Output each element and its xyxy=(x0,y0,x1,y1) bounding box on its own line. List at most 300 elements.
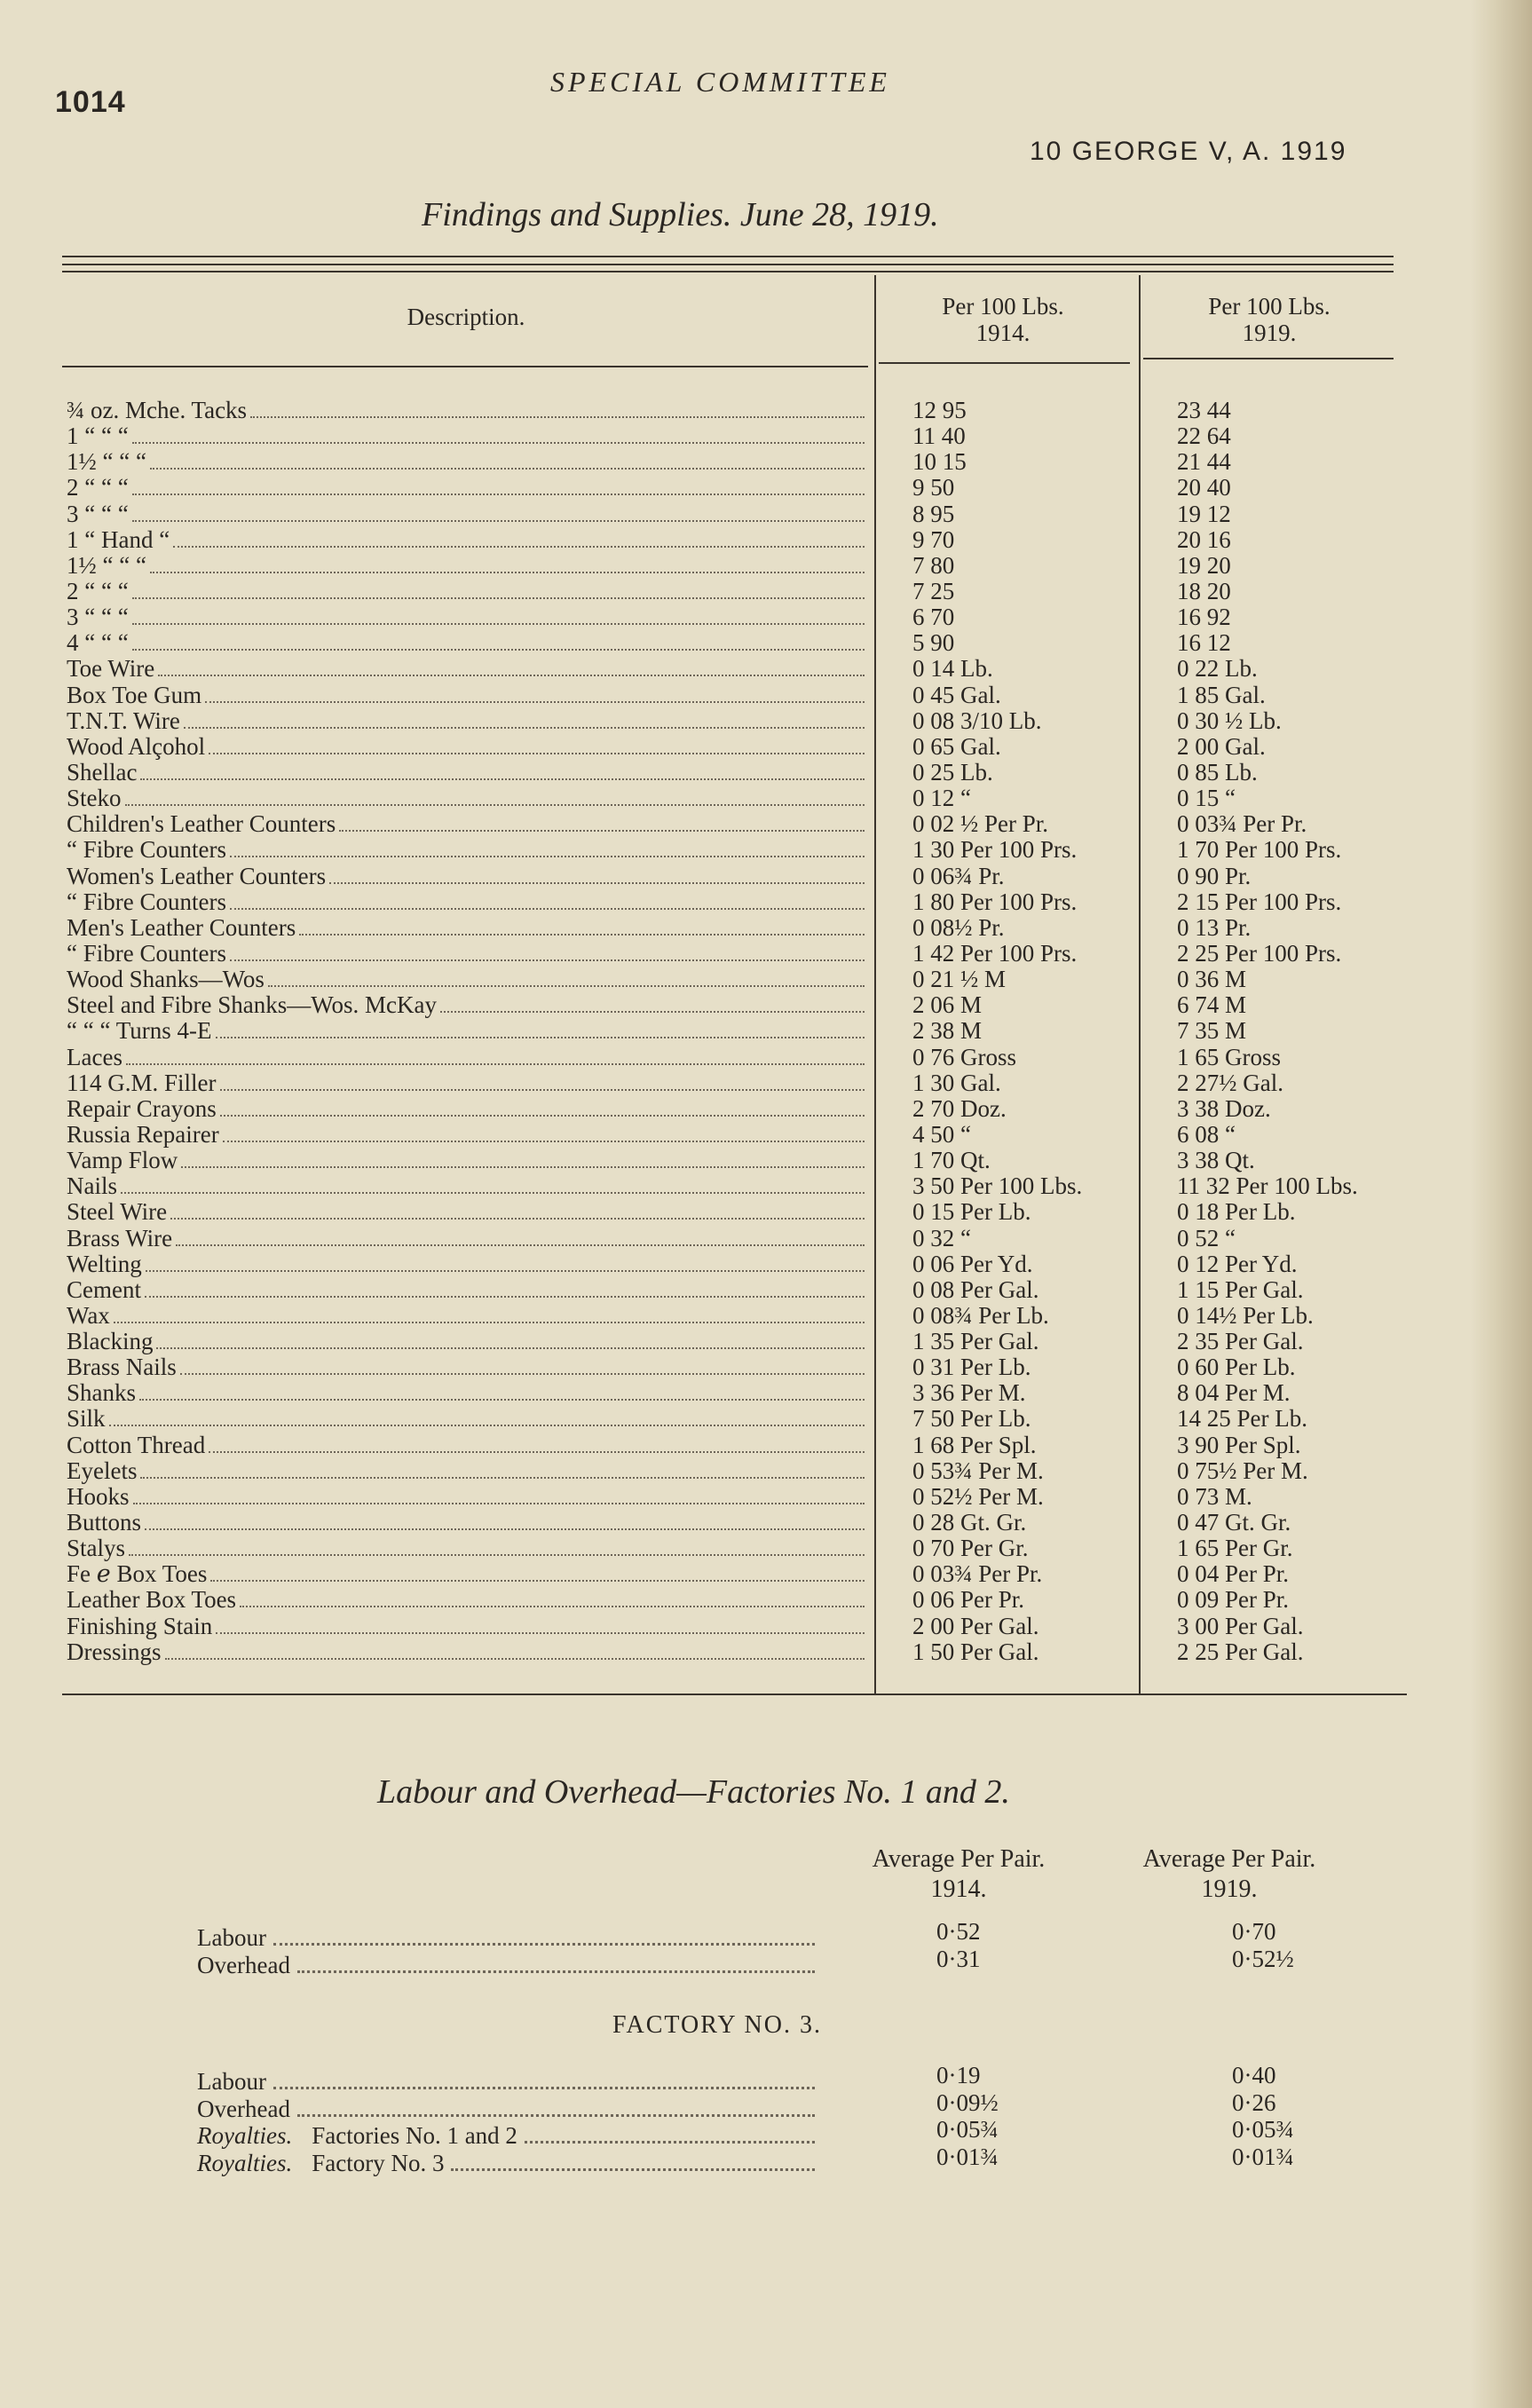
price-1914-cell: 0 08¾ Per Lb. xyxy=(912,1302,1049,1329)
leader-dots xyxy=(156,1346,865,1349)
table-row-description xyxy=(67,708,870,734)
price-1919-cell: 0 47 Gt. Gr. xyxy=(1177,1510,1291,1536)
labour-row-label: Labour xyxy=(197,1924,266,1951)
price-1919-cell: 2 35 Per Gal. xyxy=(1177,1329,1304,1355)
labour-row-label: Royalties. xyxy=(197,2149,293,2176)
price-1919-cell: 20 16 xyxy=(1177,526,1231,553)
labour-value-1914: 0·01¾ xyxy=(936,2143,999,2170)
description-text: Steko xyxy=(67,786,122,812)
price-1919-cell: 2 00 Gal. xyxy=(1177,733,1266,760)
leader-dots xyxy=(339,829,865,832)
description-text: T.N.T. Wire xyxy=(67,707,180,734)
price-1914-cell: 1 68 Per Spl. xyxy=(912,1432,1037,1458)
price-1914-cell: 3 36 Per M. xyxy=(912,1380,1026,1407)
description-text: Wax xyxy=(67,1302,110,1329)
description-text: Stalys xyxy=(67,1536,126,1562)
price-1914-cell: 0 28 Gt. Gr. xyxy=(912,1510,1027,1536)
table-row-description xyxy=(67,864,870,889)
price-1914-cell: 0 31 Per Lb. xyxy=(912,1354,1031,1381)
leader-dots xyxy=(525,2140,815,2144)
description-text: Wood Alçohol xyxy=(67,733,206,760)
table-row-description xyxy=(67,967,870,992)
column-header-description: Description. xyxy=(407,304,525,330)
table-row-description xyxy=(67,1536,870,1561)
table-row-description xyxy=(67,1614,870,1639)
price-1914-cell: 6 70 xyxy=(912,604,955,631)
price-1914-cell: 2 00 Per Gal. xyxy=(912,1613,1039,1639)
leader-dots xyxy=(250,415,865,418)
table-row-description xyxy=(67,1406,870,1432)
price-1914-cell: 9 50 xyxy=(912,475,955,501)
price-1919-cell: 0 73 M. xyxy=(1177,1483,1252,1510)
table-row-description xyxy=(67,1587,870,1613)
price-1919-cell: 0 36 M xyxy=(1177,967,1247,993)
price-1914-cell: 0 08½ Pr. xyxy=(912,914,1005,941)
leader-dots xyxy=(268,984,865,987)
description-text: Cement xyxy=(67,1276,141,1303)
table-row-description xyxy=(67,683,870,708)
leader-dots xyxy=(121,1191,865,1194)
leader-dots xyxy=(216,1036,865,1038)
table-row-description xyxy=(67,398,870,423)
leader-dots xyxy=(230,907,865,910)
table-row-description xyxy=(67,1561,870,1587)
description-text: 1½ “ “ “ xyxy=(67,449,146,476)
price-1914-cell: 0 06 Per Yd. xyxy=(912,1251,1033,1277)
labour-value-1919: 0·05¾ xyxy=(1232,2116,1294,2143)
price-1919-cell: 1 85 Gal. xyxy=(1177,682,1266,708)
description-text: Steel and Fibre Shanks—Wos. McKay xyxy=(67,992,438,1019)
price-1919-cell: 7 35 M xyxy=(1177,1018,1247,1045)
price-1914-cell: 7 25 xyxy=(912,578,955,604)
leader-dots xyxy=(216,1631,865,1634)
price-1914-cell: 1 50 Per Gal. xyxy=(912,1638,1039,1665)
description-text: 3 “ “ “ xyxy=(67,604,129,631)
table-row-description xyxy=(67,1226,870,1251)
labour-row-label: Overhead xyxy=(197,2095,290,2122)
table-row-description xyxy=(67,1329,870,1354)
price-1914-cell: 12 95 xyxy=(912,398,967,423)
leader-dots xyxy=(114,1321,865,1323)
price-1919-cell: 3 38 Doz. xyxy=(1177,1095,1271,1122)
table-top-rule-3 xyxy=(62,271,1394,272)
page-edge-shadow xyxy=(1470,0,1532,2408)
price-1919-cell: 1 65 Per Gr. xyxy=(1177,1536,1293,1562)
price-1914-cell: 1 30 Per 100 Prs. xyxy=(912,837,1078,864)
table-row-description xyxy=(67,889,870,915)
price-1914-cell: 0 06 Per Pr. xyxy=(912,1587,1025,1614)
price-1914-cell: 7 80 xyxy=(912,552,955,579)
labour-row xyxy=(197,2122,818,2151)
price-1919-cell: 16 92 xyxy=(1177,604,1231,631)
description-text: Cotton Thread xyxy=(67,1432,206,1458)
price-1919-cell: 0 60 Per Lb. xyxy=(1177,1354,1296,1381)
table-row-description xyxy=(67,1277,870,1303)
leader-dots xyxy=(132,493,865,495)
header-rule xyxy=(1143,358,1394,359)
price-1919-cell: 0 52 “ xyxy=(1177,1225,1236,1251)
table-row-description xyxy=(67,1070,870,1096)
description-text: 2 “ “ “ xyxy=(67,475,129,501)
leader-dots xyxy=(329,881,865,884)
table-row-description xyxy=(67,1148,870,1173)
table-row-description xyxy=(67,760,870,786)
table-row-description xyxy=(67,1458,870,1484)
table-row-description xyxy=(67,656,870,682)
description-text: Box Toe Gum xyxy=(67,682,202,708)
description-text: Nails xyxy=(67,1173,117,1200)
price-1919-cell: 8 04 Per M. xyxy=(1177,1380,1291,1407)
leader-dots xyxy=(297,1970,815,1973)
price-1919-cell: 0 09 Per Pr. xyxy=(1177,1587,1290,1614)
leader-dots xyxy=(220,1114,865,1117)
table-row-description xyxy=(67,811,870,837)
description-text: Wood Shanks—Wos xyxy=(67,967,265,993)
leader-dots xyxy=(451,2167,815,2171)
labour-value-1919: 0·52½ xyxy=(1232,1946,1294,1972)
leader-dots xyxy=(230,959,865,961)
description-text: Welting xyxy=(67,1251,142,1277)
leader-dots xyxy=(132,622,865,625)
leader-dots xyxy=(210,1579,865,1582)
price-1914-cell: 0 08 Per Gal. xyxy=(912,1276,1039,1303)
table-row-description xyxy=(67,734,870,760)
description-text: Leather Box Toes xyxy=(67,1587,237,1614)
leader-dots xyxy=(132,596,865,599)
price-1914-cell: 3 50 Per 100 Lbs. xyxy=(912,1173,1083,1200)
description-text: Buttons xyxy=(67,1510,142,1536)
description-text: Toe Wire xyxy=(67,656,155,683)
description-text: Russia Repairer xyxy=(67,1121,219,1148)
price-1914-cell: 0 21 ½ M xyxy=(912,967,1007,993)
table-row-description xyxy=(67,1018,870,1044)
description-text: “ Fibre Counters xyxy=(67,837,226,864)
price-1919-cell: 1 15 Per Gal. xyxy=(1177,1276,1304,1303)
labour-value-1919: 0·01¾ xyxy=(1232,2143,1294,2170)
price-1914-cell: 0 08 3/10 Lb. xyxy=(912,707,1042,734)
price-1919-cell: 0 18 Per Lb. xyxy=(1177,1199,1296,1226)
price-1919-cell: 19 20 xyxy=(1177,552,1231,579)
price-1914-cell: 0 25 Lb. xyxy=(912,759,993,786)
description-text: 2 “ “ “ xyxy=(67,578,129,604)
price-1914-cell: 0 70 Per Gr. xyxy=(912,1536,1029,1562)
price-1919-cell: 0 13 Pr. xyxy=(1177,914,1252,941)
price-1914-cell: 2 38 M xyxy=(912,1018,983,1045)
table-row-description xyxy=(67,1639,870,1665)
table-row-description xyxy=(67,553,870,579)
price-1914-column xyxy=(912,398,1152,1665)
leader-dots xyxy=(170,1217,865,1220)
price-1914-cell: 0 52½ Per M. xyxy=(912,1483,1044,1510)
leader-dots xyxy=(146,1269,865,1272)
price-1919-cell: 6 08 “ xyxy=(1177,1121,1236,1148)
leader-dots xyxy=(145,1528,865,1530)
table-row-description xyxy=(67,1199,870,1225)
labour-value-1914: 0·09½ xyxy=(936,2088,999,2116)
description-text: ¾ oz. Mche. Tacks xyxy=(67,398,248,423)
leader-dots xyxy=(109,1424,865,1426)
labour-row-label: Labour xyxy=(197,2068,266,2095)
leader-dots xyxy=(297,2113,815,2117)
price-1919-cell: 2 15 Per 100 Prs. xyxy=(1177,888,1342,915)
table-row-description xyxy=(67,1380,870,1406)
price-1919-cell: 0 14½ Per Lb. xyxy=(1177,1302,1314,1329)
table-row-description xyxy=(67,1484,870,1510)
labour-value-1914: 0·05¾ xyxy=(936,2116,999,2143)
leader-dots xyxy=(223,1140,865,1142)
description-text: “ “ “ Turns 4-E xyxy=(67,1018,212,1045)
header-rule xyxy=(879,362,1130,364)
leader-dots xyxy=(129,1553,865,1556)
leader-dots xyxy=(125,803,865,806)
leader-dots xyxy=(209,1450,865,1453)
price-1919-cell: 0 30 ½ Lb. xyxy=(1177,707,1282,734)
price-1914-cell: 5 90 xyxy=(912,630,955,657)
price-1919-cell: 18 20 xyxy=(1177,578,1231,604)
leader-dots xyxy=(158,674,865,676)
description-text: Silk xyxy=(67,1406,106,1433)
description-text: Eyelets xyxy=(67,1457,138,1484)
description-text: Shanks xyxy=(67,1380,137,1407)
leader-dots xyxy=(165,1657,865,1660)
description-text: Finishing Stain xyxy=(67,1613,213,1639)
price-1914-cell: 2 70 Doz. xyxy=(912,1095,1007,1122)
labour-row-label-detail: Factories No. 1 and 2 xyxy=(312,2122,517,2149)
labour-row-label: Royalties. xyxy=(197,2122,293,2149)
price-1919-cell: 1 65 Gross xyxy=(1177,1044,1282,1070)
price-1919-cell: 0 75½ Per M. xyxy=(1177,1457,1308,1484)
table-row-description xyxy=(67,1354,870,1380)
description-text: Women's Leather Counters xyxy=(67,863,327,889)
leader-dots xyxy=(150,467,865,470)
table-row-description xyxy=(67,915,870,941)
labour-row xyxy=(197,2068,818,2096)
labour-row xyxy=(197,1952,818,1980)
price-1919-cell: 1 70 Per 100 Prs. xyxy=(1177,837,1342,864)
running-title: SPECIAL COMMITTEE xyxy=(550,66,890,98)
leader-dots xyxy=(132,441,865,444)
table-row-description xyxy=(67,1045,870,1070)
price-1919-cell: 2 25 Per 100 Prs. xyxy=(1177,940,1342,967)
price-1919-column xyxy=(1177,398,1434,1665)
column-header-1919: Per 100 Lbs. 1919. xyxy=(1208,293,1331,346)
leader-dots xyxy=(209,752,865,754)
price-1914-cell: 1 42 Per 100 Prs. xyxy=(912,940,1078,967)
table-row-description xyxy=(67,604,870,630)
table-row-description xyxy=(67,579,870,604)
price-1919-cell: 0 90 Pr. xyxy=(1177,863,1252,889)
description-text: 114 G.M. Filler xyxy=(67,1070,217,1096)
leader-dots xyxy=(173,545,865,548)
price-1919-cell: 14 25 Per Lb. xyxy=(1177,1406,1307,1433)
price-1914-cell: 0 76 Gross xyxy=(912,1044,1017,1070)
leader-dots xyxy=(132,648,865,651)
labour-value-1919: 0·40 xyxy=(1232,2062,1276,2088)
table-row-description xyxy=(67,501,870,527)
price-1919-cell: 19 12 xyxy=(1177,501,1231,527)
table-row-description xyxy=(67,1303,870,1329)
table-row-description xyxy=(67,527,870,553)
labour-row xyxy=(197,1924,818,1953)
table-row-description xyxy=(67,449,870,475)
labour-row xyxy=(197,2150,818,2178)
description-text: 1 “ “ “ xyxy=(67,423,129,450)
leader-dots xyxy=(299,933,865,936)
table-row-description xyxy=(67,941,870,967)
price-1919-cell: 0 85 Lb. xyxy=(1177,759,1258,786)
leader-dots xyxy=(230,855,865,857)
price-1914-cell: 2 06 M xyxy=(912,992,983,1019)
table-row-description xyxy=(67,1122,870,1148)
leader-dots xyxy=(181,1165,865,1168)
price-1914-cell: 0 32 “ xyxy=(912,1225,971,1251)
description-text: Dressings xyxy=(67,1638,162,1665)
price-1919-cell: 3 38 Qt. xyxy=(1177,1148,1255,1174)
leader-dots xyxy=(220,1088,865,1091)
price-1914-cell: 0 06¾ Pr. xyxy=(912,863,1005,889)
description-text: Hooks xyxy=(67,1483,130,1510)
price-1919-cell: 16 12 xyxy=(1177,630,1231,657)
table-row-description xyxy=(67,837,870,863)
price-1914-cell: 7 50 Per Lb. xyxy=(912,1406,1031,1433)
price-1919-cell: 22 64 xyxy=(1177,423,1231,450)
description-text: Vamp Flow xyxy=(67,1148,178,1174)
price-1919-cell: 2 27½ Gal. xyxy=(1177,1070,1283,1096)
price-1919-cell: 0 22 Lb. xyxy=(1177,656,1258,683)
labour-row xyxy=(197,2096,818,2124)
leader-dots xyxy=(176,1243,865,1246)
price-1914-cell: 1 80 Per 100 Prs. xyxy=(912,888,1078,915)
price-1919-cell: 0 15 “ xyxy=(1177,786,1236,812)
description-text: Laces xyxy=(67,1044,122,1070)
price-1914-cell: 9 70 xyxy=(912,526,955,553)
description-text: 1½ “ “ “ xyxy=(67,552,146,579)
price-1919-cell: 2 25 Per Gal. xyxy=(1177,1638,1304,1665)
price-1914-cell: 0 14 Lb. xyxy=(912,656,993,683)
price-1919-cell: 0 03¾ Per Pr. xyxy=(1177,811,1307,838)
header-rule xyxy=(62,366,868,367)
price-1919-cell: 21 44 xyxy=(1177,449,1231,476)
leader-dots xyxy=(140,1476,865,1479)
table-row-description xyxy=(67,1251,870,1277)
price-1914-cell: 0 12 “ xyxy=(912,786,971,812)
table-row-description xyxy=(67,1510,870,1536)
session-label: 10 GEORGE V, A. 1919 xyxy=(1030,137,1347,166)
leader-dots xyxy=(145,1295,865,1298)
labour-column-header-1914: Average Per Pair. 1914. xyxy=(872,1845,1046,1903)
price-1919-cell: 23 44 xyxy=(1177,398,1231,423)
description-text: Men's Leather Counters xyxy=(67,914,296,941)
description-column xyxy=(67,398,870,1665)
leader-dots xyxy=(205,700,865,703)
price-1914-cell: 0 15 Per Lb. xyxy=(912,1199,1031,1226)
labour-value-1914: 0·31 xyxy=(936,1946,981,1972)
leader-dots xyxy=(184,726,865,729)
table-row-description xyxy=(67,1173,870,1199)
price-1919-cell: 3 00 Per Gal. xyxy=(1177,1613,1304,1639)
page-number: 1014 xyxy=(55,85,126,119)
price-1914-cell: 0 03¾ Per Pr. xyxy=(912,1561,1043,1588)
leader-dots xyxy=(126,1062,865,1065)
table-top-rule xyxy=(62,256,1394,257)
leader-dots xyxy=(180,1372,865,1375)
price-1914-cell: 1 35 Per Gal. xyxy=(912,1329,1039,1355)
price-1914-cell: 0 02 ½ Per Pr. xyxy=(912,811,1049,838)
table-top-rule-2 xyxy=(62,264,1394,265)
price-1919-cell: 0 04 Per Pr. xyxy=(1177,1561,1290,1588)
description-text: Shellac xyxy=(67,759,138,786)
table-row-description xyxy=(67,475,870,501)
description-text: “ Fibre Counters xyxy=(67,888,226,915)
description-text: 1 “ Hand “ xyxy=(67,526,170,553)
description-text: Brass Nails xyxy=(67,1354,177,1381)
price-1919-cell: 20 40 xyxy=(1177,475,1231,501)
labour-value-1919: 0·26 xyxy=(1232,2088,1276,2116)
table-row-description xyxy=(67,630,870,656)
description-text: Steel Wire xyxy=(67,1199,168,1226)
leader-dots xyxy=(133,1502,865,1504)
table-row-description xyxy=(67,1096,870,1122)
findings-title: Findings and Supplies. June 28, 1919. xyxy=(422,196,939,233)
column-header-1914: Per 100 Lbs. 1914. xyxy=(942,293,1064,346)
column-divider xyxy=(874,275,876,1695)
price-1914-cell: 4 50 “ xyxy=(912,1121,971,1148)
table-bottom-rule xyxy=(62,1693,1407,1695)
leader-dots xyxy=(273,1942,815,1946)
price-1919-cell: 11 32 Per 100 Lbs. xyxy=(1177,1173,1358,1200)
leader-dots xyxy=(240,1605,865,1607)
description-text: Fe ℯ Box Toes xyxy=(67,1561,208,1588)
leader-dots xyxy=(440,1010,865,1013)
labour-row-label: Overhead xyxy=(197,1952,290,1978)
leader-dots xyxy=(139,1398,865,1401)
labour-value-1914: 0·52 xyxy=(936,1918,981,1945)
table-row-description xyxy=(67,1433,870,1458)
description-text: Blacking xyxy=(67,1329,154,1355)
description-text: Brass Wire xyxy=(67,1225,173,1251)
price-1914-cell: 0 65 Gal. xyxy=(912,733,1001,760)
leader-dots xyxy=(150,571,865,573)
labour-overhead-title: Labour and Overhead—Factories No. 1 and 2. xyxy=(377,1773,1010,1811)
description-text: 4 “ “ “ xyxy=(67,630,129,657)
price-1914-cell: 8 95 xyxy=(912,501,955,527)
price-1914-cell: 11 40 xyxy=(912,423,966,450)
description-text: Repair Crayons xyxy=(67,1095,217,1122)
leader-dots xyxy=(132,519,865,522)
price-1914-cell: 1 30 Gal. xyxy=(912,1070,1001,1096)
description-text: “ Fibre Counters xyxy=(67,940,226,967)
labour-column-header-1919: Average Per Pair. 1919. xyxy=(1142,1845,1316,1903)
description-text: 3 “ “ “ xyxy=(67,501,129,527)
labour-value-1914: 0·19 xyxy=(936,2062,981,2088)
table-row-description xyxy=(67,992,870,1018)
price-1914-cell: 1 70 Qt. xyxy=(912,1148,991,1174)
price-1914-cell: 0 45 Gal. xyxy=(912,682,1001,708)
price-1919-cell: 3 90 Per Spl. xyxy=(1177,1432,1301,1458)
leader-dots xyxy=(140,778,865,780)
table-row-description xyxy=(67,786,870,811)
price-1914-cell: 10 15 xyxy=(912,449,967,476)
price-1914-cell: 0 53¾ Per M. xyxy=(912,1457,1044,1484)
labour-row-label-detail: Factory No. 3 xyxy=(312,2149,445,2176)
factory-3-title: FACTORY NO. 3. xyxy=(612,2011,822,2039)
price-1919-cell: 6 74 M xyxy=(1177,992,1247,1019)
table-row-description xyxy=(67,423,870,449)
labour-value-1919: 0·70 xyxy=(1232,1918,1276,1945)
description-text: Children's Leather Counters xyxy=(67,811,336,838)
price-1919-cell: 0 12 Per Yd. xyxy=(1177,1251,1298,1277)
leader-dots xyxy=(273,2086,815,2089)
